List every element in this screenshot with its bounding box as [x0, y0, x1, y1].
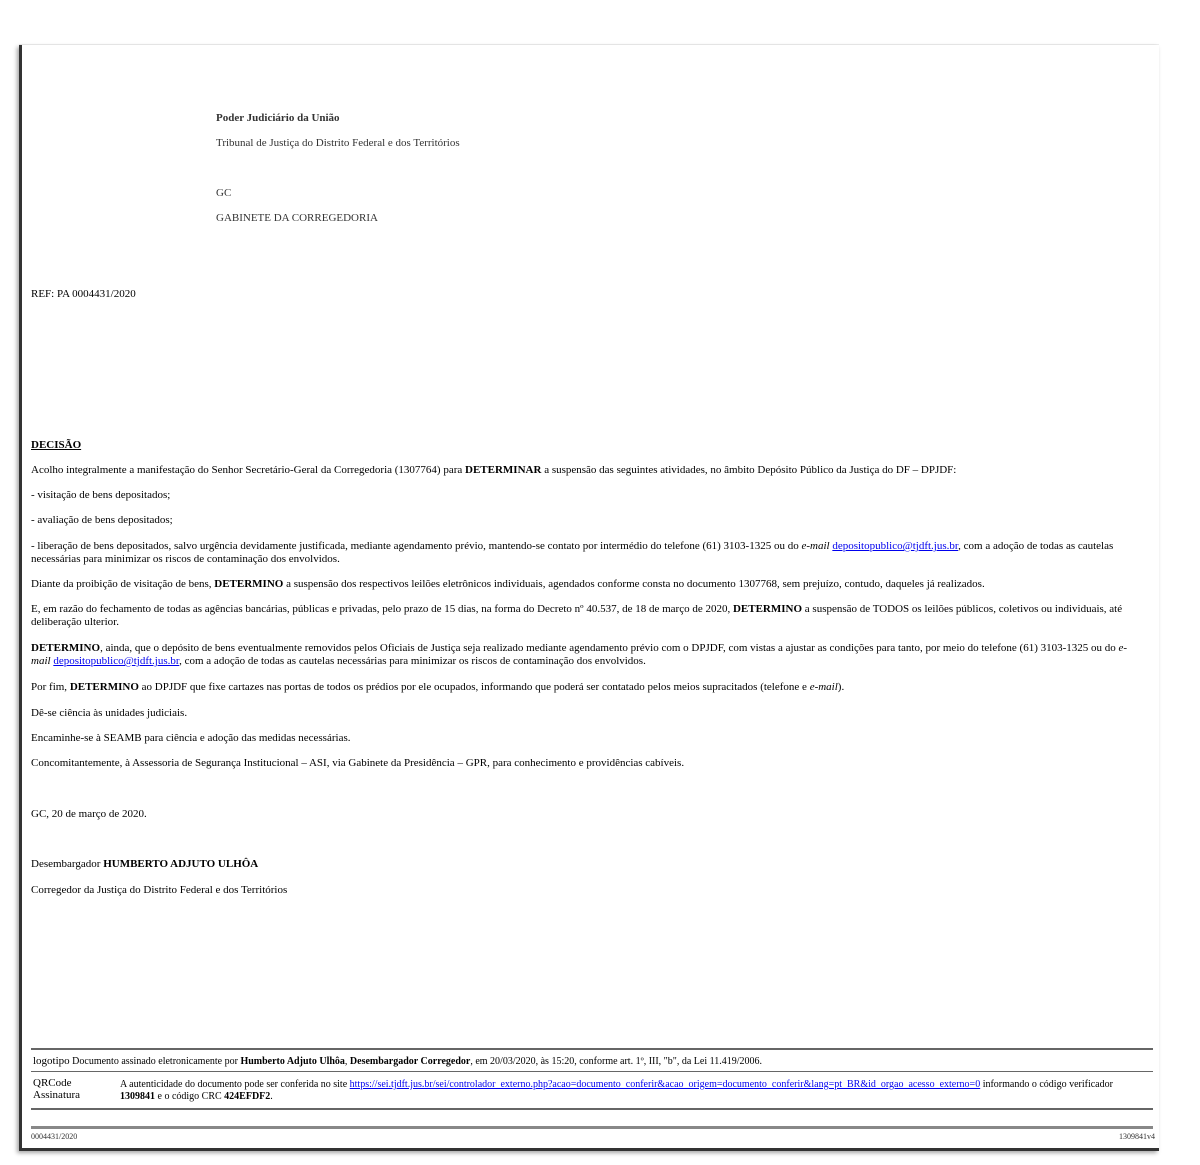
- verifier-code: 1309841: [120, 1091, 155, 1102]
- italic-text: e-mail: [801, 540, 830, 552]
- qrcode-label: QRCode: [33, 1077, 72, 1089]
- text: E, em razão do fechamento de todas as agências bancárias, públicas e privadas, pelo prazo de 15 dias, na forma do Decreto nº 40.537, de 18 de março de 2020,: [31, 603, 733, 615]
- document-page: [19, 45, 1159, 1151]
- text: Documento assinado eletronicamente por: [69, 1056, 241, 1067]
- text: .: [270, 1091, 273, 1102]
- paragraph-4: [31, 540, 1153, 566]
- paragraph-2: - visitação de bens depositados;: [31, 489, 171, 501]
- footer-divider: [31, 1126, 1153, 1129]
- decision-title: DECISÃO: [31, 439, 82, 451]
- verification-link[interactable]: https://sei.tjdft.jus.br/sei/controlador_externo.php?acao=documento_conferir&acao_origem=documento_conferir&lang=pt_BR&id_orgao_acesso_externo=0: [349, 1079, 981, 1090]
- divider: [31, 1048, 1153, 1050]
- text: ).: [837, 681, 845, 693]
- text: A autenticidade do documento pode ser conferida no site: [120, 1079, 350, 1090]
- org-line-1: Poder Judiciário da União: [216, 112, 340, 124]
- divider: [31, 1108, 1153, 1110]
- paragraph-5: [31, 578, 1153, 591]
- footer-document-version: 1309841v4: [1119, 1132, 1155, 1141]
- paragraph-9: Dê-se ciência às unidades judiciais.: [31, 707, 188, 719]
- text: Diante da proibição de visitação de bens,: [31, 578, 215, 590]
- emphasis: DETERMINO: [214, 578, 284, 590]
- divider: [31, 1071, 1153, 1072]
- text: ao DPJDF que fixe cartazes nas portas de todos os prédios por ele ocupados, informando que poderá ser contatado pelos meios supracitados (telefone e: [138, 681, 810, 693]
- text: Acolho integralmente a manifestação do Senhor Secretário-Geral da Corregedoria (1307764) para: [31, 464, 466, 476]
- text: , ainda, que o depósito de bens eventualmente removidos pelos Oficiais de Justiça seja realizado mediante agendamento prévio com o DPJDF, com vistas a ajustar as condições para tanto, por meio do telefone (61) 3103-1325 ou do: [100, 642, 1119, 654]
- emphasis: DETERMINO: [732, 603, 803, 615]
- emphasis: DETERMINAR: [465, 464, 542, 476]
- text: e o código CRC: [155, 1091, 225, 1102]
- paragraph-3: - avaliação de bens depositados;: [31, 514, 173, 526]
- text: ,: [344, 1056, 350, 1067]
- signer-name: Humberto Adjuto Ulhôa: [240, 1056, 345, 1067]
- paragraph-8: [31, 681, 1153, 694]
- footer-process-number: 0004431/2020: [31, 1132, 78, 1141]
- text: , em 20/03/2020, às 15:20, conforme art. 1º, III, "b", da Lei 11.419/2006.: [470, 1056, 763, 1067]
- signer-role: Desembargador Corregedor: [349, 1056, 471, 1067]
- logo-placeholder: logotipo: [33, 1055, 70, 1067]
- signer-name: HUMBERTO ADJUTO ULHÔA: [103, 858, 259, 870]
- text: a suspensão dos respectivos leilões eletrônicos individuais, agendados conforme consta no documento 1307768, sem prejuízo, contudo, daqueles já realizados.: [283, 578, 985, 590]
- emphasis: DETERMINO: [31, 642, 101, 654]
- signer-line: [31, 858, 1153, 871]
- paragraph-6: [31, 603, 1153, 629]
- italic-text: e-mail: [31, 642, 1128, 667]
- email-link[interactable]: depositopublico@tjdft.jus.br: [53, 655, 180, 667]
- text: informando o código verificador: [980, 1079, 1113, 1090]
- org-line-2: Tribunal de Justiça do Distrito Federal e dos Territórios: [216, 137, 460, 149]
- text: , com a adoção de todas as cautelas necessárias para minimizar os riscos de contaminação dos envolvidos.: [179, 655, 646, 667]
- unit-name: GABINETE DA CORREGEDORIA: [216, 212, 378, 224]
- text: Por fim,: [31, 681, 70, 693]
- crc-code: 424EFDF2: [224, 1091, 271, 1102]
- emphasis: DETERMINO: [69, 681, 139, 693]
- text: a suspensão de TODOS os leilões públicos, coletivos ou individuais, até deliberação ulterior.: [31, 603, 1123, 628]
- signature-line: [33, 1055, 762, 1067]
- qrcode-placeholder: [33, 1077, 80, 1101]
- paragraph-11: Concomitantemente, à Assessoria de Segurança Institucional – ASI, via Gabinete da Presidência – GPR, para conhecimento e providências cabíveis.: [31, 757, 685, 769]
- authenticity-note: [120, 1079, 1150, 1103]
- signer-title: Corregedor da Justiça do Distrito Federal e dos Territórios: [31, 884, 288, 896]
- italic-text: e-mail: [809, 681, 838, 693]
- text: - liberação de bens depositados, salvo urgência devidamente justificada, mediante agendamento prévio, mantendo-se contato por intermédio do telefone (61) 3103-1325 ou do: [31, 540, 802, 552]
- text: a suspensão das seguintes atividades, no âmbito Depósito Público da Justiça do DF – DPJDF:: [541, 464, 957, 476]
- reference: REF: PA 0004431/2020: [31, 288, 136, 300]
- email-link[interactable]: depositopublico@tjdft.jus.br: [832, 540, 959, 552]
- unit-code: GC: [216, 187, 232, 199]
- paragraph-7: [31, 642, 1153, 668]
- paragraph-1: [31, 464, 1153, 477]
- signer-prefix: Desembargador: [31, 858, 104, 870]
- signature-label: Assinatura: [33, 1089, 81, 1101]
- text: , com a adoção de todas as cautelas necessárias para minimizar os riscos de contaminação dos envolvidos.: [31, 540, 1114, 565]
- date-line: GC, 20 de março de 2020.: [31, 808, 147, 820]
- paragraph-10: Encaminhe-se à SEAMB para ciência e adoção das medidas necessárias.: [31, 732, 351, 744]
